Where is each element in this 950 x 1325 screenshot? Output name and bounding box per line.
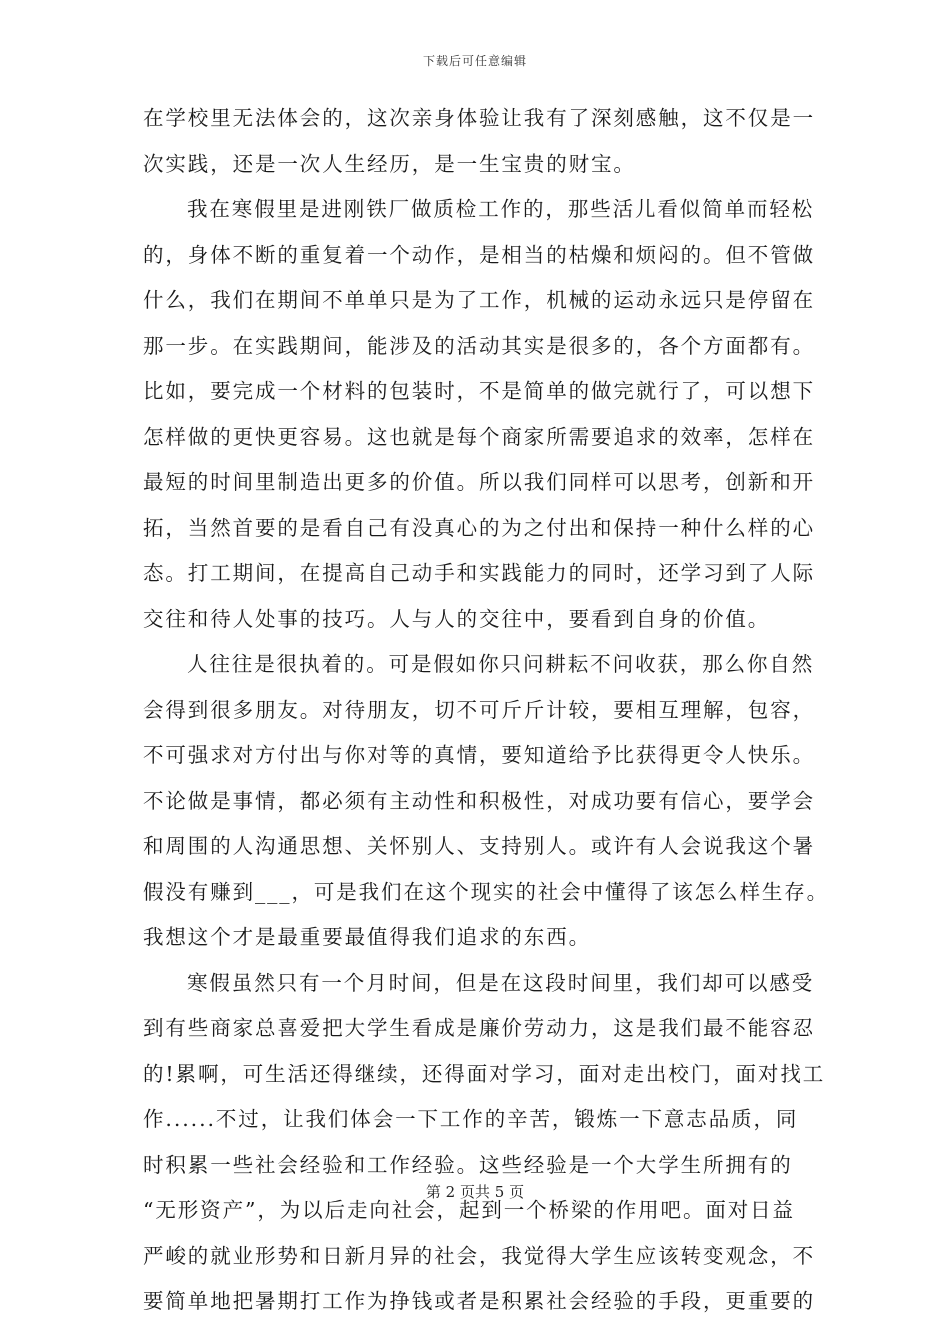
text-line: 作......不过，让我们体会一下工作的辛苦，锻炼一下意志品质，同: [143, 1107, 799, 1131]
text-line: 的!累啊，可生活还得继续，还得面对学习，面对走出校门，面对找工: [143, 1061, 826, 1086]
text-line: “无形资产”，为以后走向社会，起到一个桥梁的作用吧。面对日益: [143, 1198, 795, 1222]
text-line: 在学校里无法体会的，这次亲身体验让我有了深刻感触，这不仅是一: [143, 106, 815, 130]
text-line: 假没有赚到___，可是我们在这个现实的社会中懂得了该怎么样生存。: [143, 879, 830, 904]
text-line: 和周围的人沟通思想、关怀别人、支持别人。或许有人会说我这个暑: [143, 834, 815, 858]
text-line: 要简单地把暑期打工作为挣钱或者是积累社会经验的手段，更重要的: [143, 1289, 815, 1313]
text-line: 我想这个才是最重要最值得我们追求的东西。: [143, 925, 591, 949]
text-line: 寒假虽然只有一个月时间，但是在这段时间里，我们却可以感受: [187, 970, 815, 995]
text-line: 怎样做的更快更容易。这也就是每个商家所需要追求的效率，怎样在: [143, 424, 815, 449]
text-line: 什么，我们在期间不单单只是为了工作，机械的运动永远只是停留在: [143, 288, 815, 312]
paragraph: [143, 961, 826, 1325]
text-line: 次实践，还是一次人生经历，是一生宝贵的财宝。: [143, 151, 636, 176]
text-line: 不可强求对方付出与你对等的真情，要知道给予比获得更令人快乐。: [143, 743, 815, 767]
paragraph: [143, 187, 815, 642]
text-line: 我在寒假里是进刚铁厂做质检工作的，那些活儿看似简单而轻松: [187, 197, 815, 221]
text-line: 拓，当然首要的是看自己有没真心的为之付出和保持一种什么样的心: [143, 515, 815, 540]
text-line: 那一步。在实践期间，能涉及的活动其实是很多的，各个方面都有。: [143, 333, 815, 358]
text-line: 人往往是很执着的。可是假如你只问耕耘不问收获，那么你自然: [187, 652, 815, 676]
text-line: 态。打工期间，在提高自己动手和实践能力的同时，还学习到了人际: [143, 561, 815, 585]
text-line: 时积累一些社会经验和工作经验。这些经验是一个大学生所拥有的: [143, 1152, 793, 1177]
text-line: 严峻的就业形势和日新月异的社会，我觉得大学生应该转变观念，不: [143, 1243, 815, 1268]
paragraph: [143, 96, 815, 187]
text-line: 不论做是事情，都必须有主动性和积极性，对成功要有信心，要学会: [143, 788, 815, 813]
text-line: 到有些商家总喜爱把大学生看成是廉价劳动力，这是我们最不能容忍: [143, 1016, 815, 1040]
page-footer: 第 2 页共 5 页: [425, 1183, 525, 1201]
text-line: 比如，要完成一个材料的包装时，不是简单的做完就行了，可以想下: [143, 379, 815, 403]
page-header: 下载后可任意编辑: [422, 54, 527, 68]
text-line: 交往和待人处事的技巧。人与人的交往中，要看到自身的价值。: [143, 606, 771, 631]
document-body: [143, 96, 830, 1325]
text-line: 的，身体不断的重复着一个动作，是相当的枯燥和烦闷的。但不管做: [143, 242, 815, 267]
text-line: 会得到很多朋友。对待朋友，切不可斤斤计较，要相互理解，包容，: [143, 697, 815, 722]
paragraph: [143, 642, 830, 961]
text-line: 最短的时间里制造出更多的价值。所以我们同样可以思考，创新和开: [143, 470, 815, 494]
